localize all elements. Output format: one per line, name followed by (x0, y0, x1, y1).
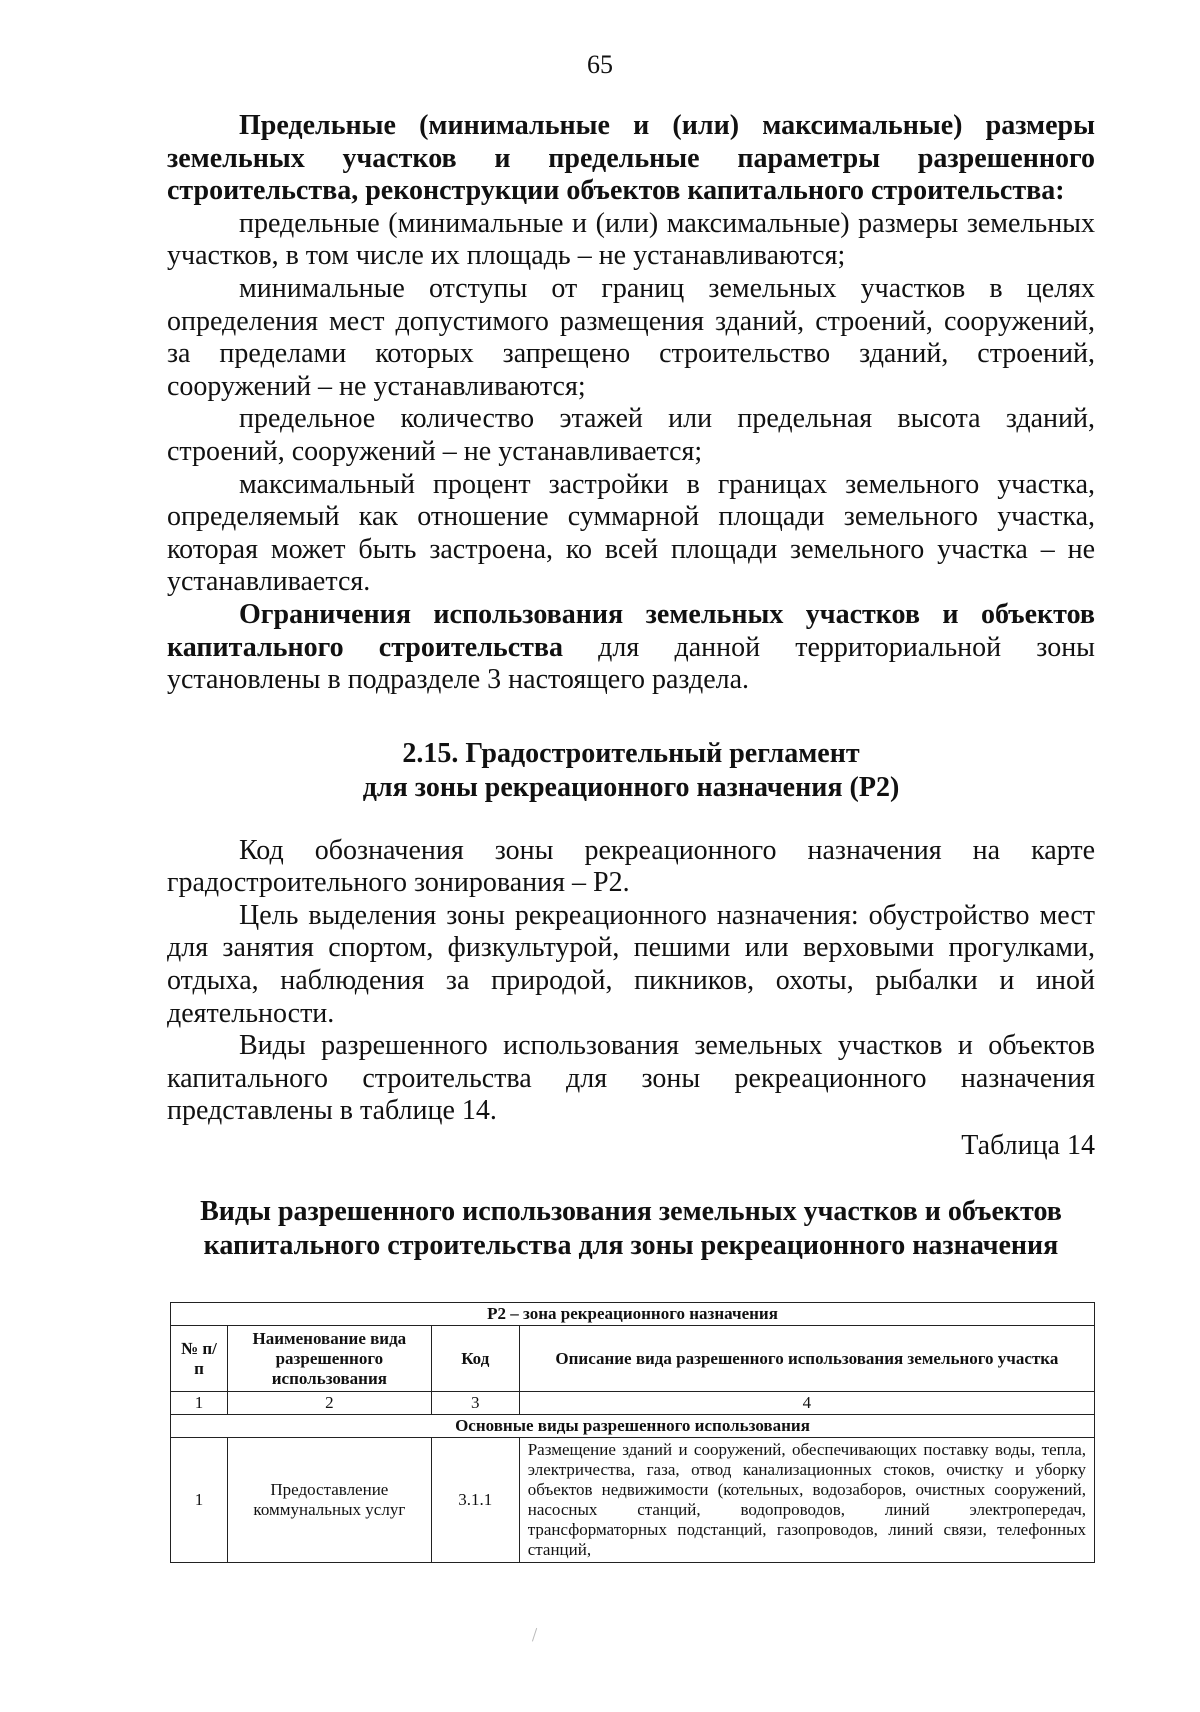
section-heading (167, 737, 1095, 805)
zone-code-paragraph: Код обозначения зоны рекреационного назначения на карте градостроительного зонирования – Р2. (167, 834, 1095, 899)
col-header-code: Код (431, 1326, 519, 1392)
table-title-line2: капитального строительства для зоны рекреационного назначения (203, 1229, 1059, 1261)
limits-heading-paragraph: Предельные (минимальные и (или) максимальные) размеры земельных участков и предельные параметры разрешенного строительства, реконструкции объектов капитального строительства: (167, 110, 1095, 207)
col-header-no: № п/п (171, 1326, 228, 1392)
col-number-3: 3 (431, 1392, 519, 1415)
scan-mark (532, 1628, 539, 1642)
col-number-1: 1 (171, 1392, 228, 1415)
restrictions-rest: для данной территориальной зоны установлены в подразделе 3 настоящего раздела. (167, 631, 1095, 696)
table-label: Таблица 14 (961, 1130, 1095, 1162)
table-title (167, 1195, 1095, 1263)
zone-header-cell: Р2 – зона рекреационного назначения (171, 1303, 1095, 1326)
row-code: 3.1.1 (431, 1438, 519, 1563)
section-heading-line1: 2.15. Градостроительный регламент (402, 737, 860, 769)
col-header-desc: Описание вида разрешенного использования земельного участка (519, 1326, 1094, 1392)
col-number-4: 4 (519, 1392, 1094, 1415)
zone-types-paragraph: Виды разрешенного использования земельных участков и объектов капитального строительства для зоны рекреационного назначения представлены в таблице 14. (167, 1030, 1095, 1127)
table-row (171, 1438, 1095, 1563)
page-content (167, 110, 1095, 1263)
col-number-2: 2 (227, 1392, 431, 1415)
table-title-line1: Виды разрешенного использования земельных участков и объектов (200, 1195, 1062, 1227)
group-header-main: Основные виды разрешенного использования (171, 1415, 1095, 1438)
page-number: 65 (587, 50, 613, 79)
limits-paragraph-coverage: максимальный процент застройки в границах земельного участка, определяемый как отношение суммарной площади земельного участка, которая может быть застроена, ко всей площади земельного участка – не устанавливается. (167, 468, 1095, 598)
limits-paragraph-floors: предельное количество этажей или предельная высота зданий, строений, сооружений – не устанавливается; (167, 403, 1095, 467)
col-header-name: Наименование вида разрешенного использования (227, 1326, 431, 1392)
regulation-table (170, 1302, 1095, 1563)
limits-paragraph-area: предельные (минимальные и (или) максимальные) размеры земельных участков, в том числе их площадь – не устанавливаются; (167, 207, 1095, 272)
row-description: Размещение зданий и сооружений, обеспечивающих поставку воды, тепла, электричества, газа, отвод канализационных стоков, очистку и уборку объектов недвижимости (котельных, водозаборов, очистных сооружений, насосных станций, водопроводов, линий электропередач, трансформаторных подстанций, газопроводов, линий связи, телефонных станций, (519, 1438, 1094, 1563)
zone-purpose-paragraph: Цель выделения зоны рекреационного назначения: обустройство мест для занятия спортом, физкультурой, пешими или верховыми прогулками, отдыха, наблюдения за природой, пикников, охоты, рыбалки и иной деятельности. (167, 899, 1095, 1029)
limits-paragraph-setbacks: минимальные отступы от границ земельных участков в целях определения мест допустимого размещения зданий, строений, сооружений, за пределами которых запрещено строительство зданий, строений, сооружений – не устанавливаются; (167, 272, 1095, 402)
restrictions-bold: Ограничения использования земельных участков и объектов капитального строительства (167, 598, 1095, 663)
row-name: Предоставление коммунальных услуг (227, 1438, 431, 1563)
section-heading-line2: для зоны рекреационного назначения (Р2) (362, 771, 900, 803)
restrictions-paragraph (167, 599, 1095, 697)
row-no: 1 (171, 1438, 228, 1563)
